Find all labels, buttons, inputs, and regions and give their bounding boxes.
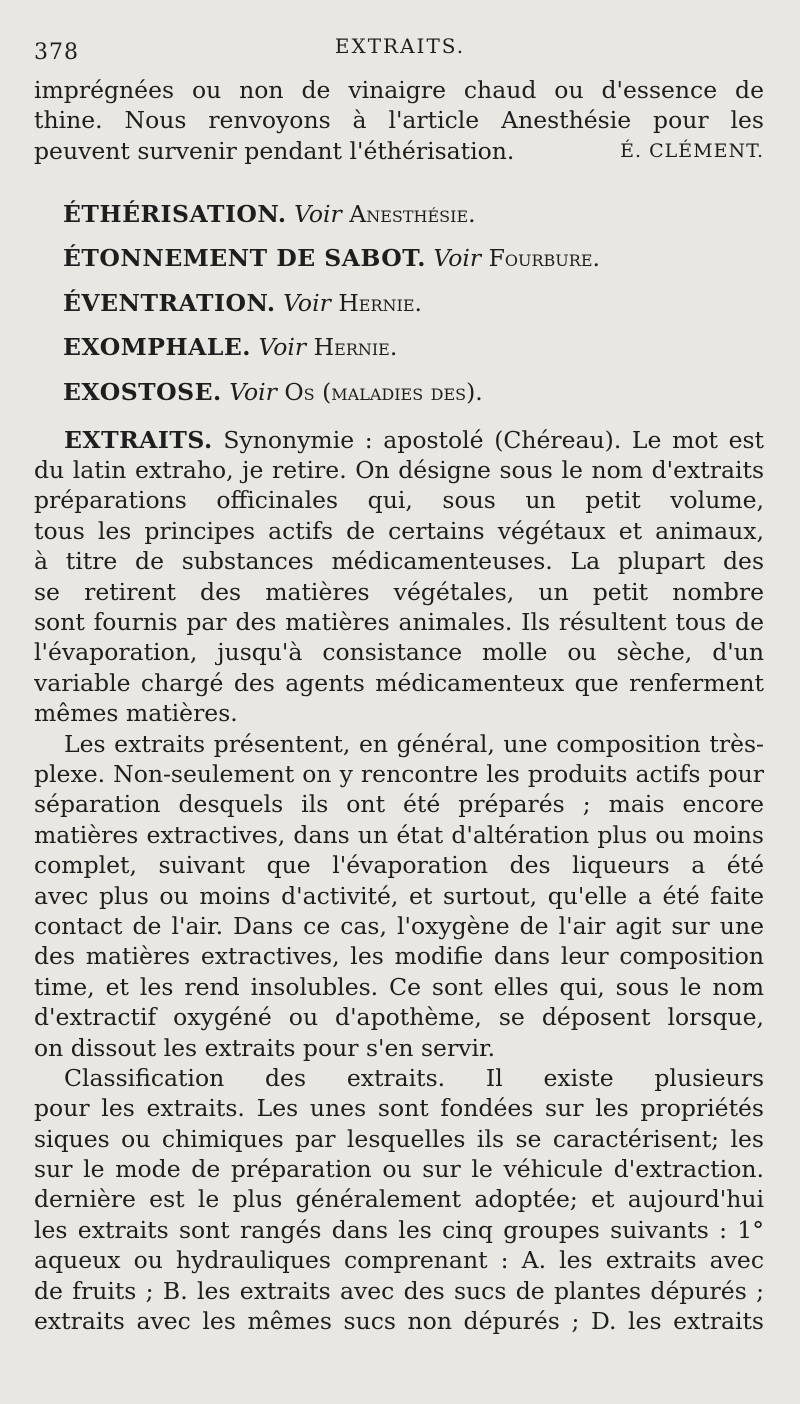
text-line: time, et les rend insolubles. Ce sont elles qui, sous le nom xyxy=(34,972,764,1001)
text-line: sur le mode de préparation ou sur le véhicule d'extraction. xyxy=(34,1155,764,1184)
cross-reference-entry xyxy=(34,199,764,229)
text-line: de fruits ; B. les extraits avec des sucs de plantes dépurés ; xyxy=(34,1276,764,1305)
entry-headword: ÉTHÉRISATION. xyxy=(63,199,287,228)
text-line: variable chargé des agents médicamenteux que renferment xyxy=(34,668,764,697)
cross-reference-entry xyxy=(34,243,764,273)
section-gap xyxy=(34,407,764,425)
text-line: mêmes matières. xyxy=(34,699,238,728)
running-title: EXTRAITS. xyxy=(334,34,466,58)
text-line: pour les extraits. Les unes sont fondées sur les propriétés xyxy=(34,1094,764,1123)
article-extraits xyxy=(34,425,764,1337)
text-line: imprégnées ou non de vinaigre chaud ou d'essence de xyxy=(34,76,764,104)
page-number: 378 xyxy=(34,40,79,65)
voir-label: Voir xyxy=(229,377,277,406)
text-line: d'extractif oxygéné ou d'apothème, se déposent lorsque, xyxy=(34,1003,764,1032)
text-line: les extraits sont rangés dans les cinq groupes suivants : 1° xyxy=(34,1215,764,1244)
text-line: extraits avec les mêmes sucs non dépurés ; D. les extraits xyxy=(34,1307,764,1336)
text-line: contact de l'air. Dans ce cas, l'oxygène de l'air agit sur une xyxy=(34,911,764,940)
entry-headword: ÉVENTRATION. xyxy=(63,288,276,317)
cross-reference-entry xyxy=(34,377,764,407)
text-line: EXTRAITS. Synonymie : apostolé (Chéreau). Le mot est xyxy=(64,425,764,454)
author-signature: É. CLÉMENT. xyxy=(620,139,764,162)
text-line: dernière est le plus généralement adoptée; et aujourd'hui xyxy=(34,1185,764,1214)
text-line: sont fournis par des matières animales. Ils résultent tous de xyxy=(34,608,764,637)
text-line: thine. Nous renvoyons à l'article Anesthésie pour les xyxy=(34,106,764,135)
text-line: aqueux ou hydrauliques comprenant : A. les extraits avec xyxy=(34,1246,764,1275)
entry-target: Os (maladies des). xyxy=(284,377,483,406)
text-line: Classification des extraits. Il existe plusieurs xyxy=(64,1063,764,1092)
text-line: se retirent des matières végétales, un petit nombre xyxy=(34,577,764,606)
entry-headword: ÉTONNEMENT DE SABOT. xyxy=(63,244,426,273)
entry-target: Fourbure. xyxy=(488,244,600,273)
page-body xyxy=(34,75,764,1336)
text-line: séparation desquels ils ont été préparés ; mais encore xyxy=(34,790,764,819)
text-line: avec plus ou moins d'activité, et surtout, qu'elle a été faite xyxy=(34,881,764,910)
running-header xyxy=(0,30,800,64)
entry-headword: EXOMPHALE. xyxy=(63,333,251,362)
text-line: siques ou chimiques par lesquelles ils se caractérisent; les xyxy=(34,1124,764,1153)
entry-target: Anesthésie. xyxy=(349,199,476,228)
text-line: on dissout les extraits pour s'en servir. xyxy=(34,1033,496,1062)
cross-reference-entry xyxy=(34,288,764,318)
text-line: à titre de substances médicamenteuses. La plupart des xyxy=(34,547,764,576)
section-gap xyxy=(34,166,764,184)
text-line xyxy=(34,136,764,166)
text-line: tous les principes actifs de certains végétaux et animaux, xyxy=(34,516,764,545)
text-line: Les extraits présentent, en général, une composition très- xyxy=(64,729,764,758)
text-line: matières extractives, dans un état d'altération plus ou moins xyxy=(34,820,764,849)
text-line: plexe. Non-seulement on y rencontre les produits actifs pour xyxy=(34,760,764,788)
voir-label: Voir xyxy=(294,199,342,228)
voir-label: Voir xyxy=(433,244,482,273)
voir-label: Voir xyxy=(283,288,331,317)
article-headword: EXTRAITS. xyxy=(64,425,213,454)
text-line: complet, suivant que l'évaporation des liqueurs a été xyxy=(34,851,764,880)
entry-target: Hernie. xyxy=(313,333,398,362)
cross-reference-list xyxy=(34,199,764,407)
text-line-fragment: peuvent survenir pendant l'éthérisation. xyxy=(34,136,515,165)
text-line: du latin extraho, je retire. On désigne sous le nom d'extraits xyxy=(34,456,764,485)
voir-label: Voir xyxy=(258,333,307,362)
entry-target: Hernie. xyxy=(338,288,423,317)
text-line: l'évaporation, jusqu'à consistance molle ou sèche, d'un xyxy=(34,638,764,667)
entry-headword: EXOSTOSE. xyxy=(63,377,222,406)
text-line: préparations officinales qui, sous un petit volume, xyxy=(34,486,764,515)
text-line: des matières extractives, les modifie dans leur composition xyxy=(34,942,764,971)
cross-reference-entry xyxy=(34,332,764,362)
